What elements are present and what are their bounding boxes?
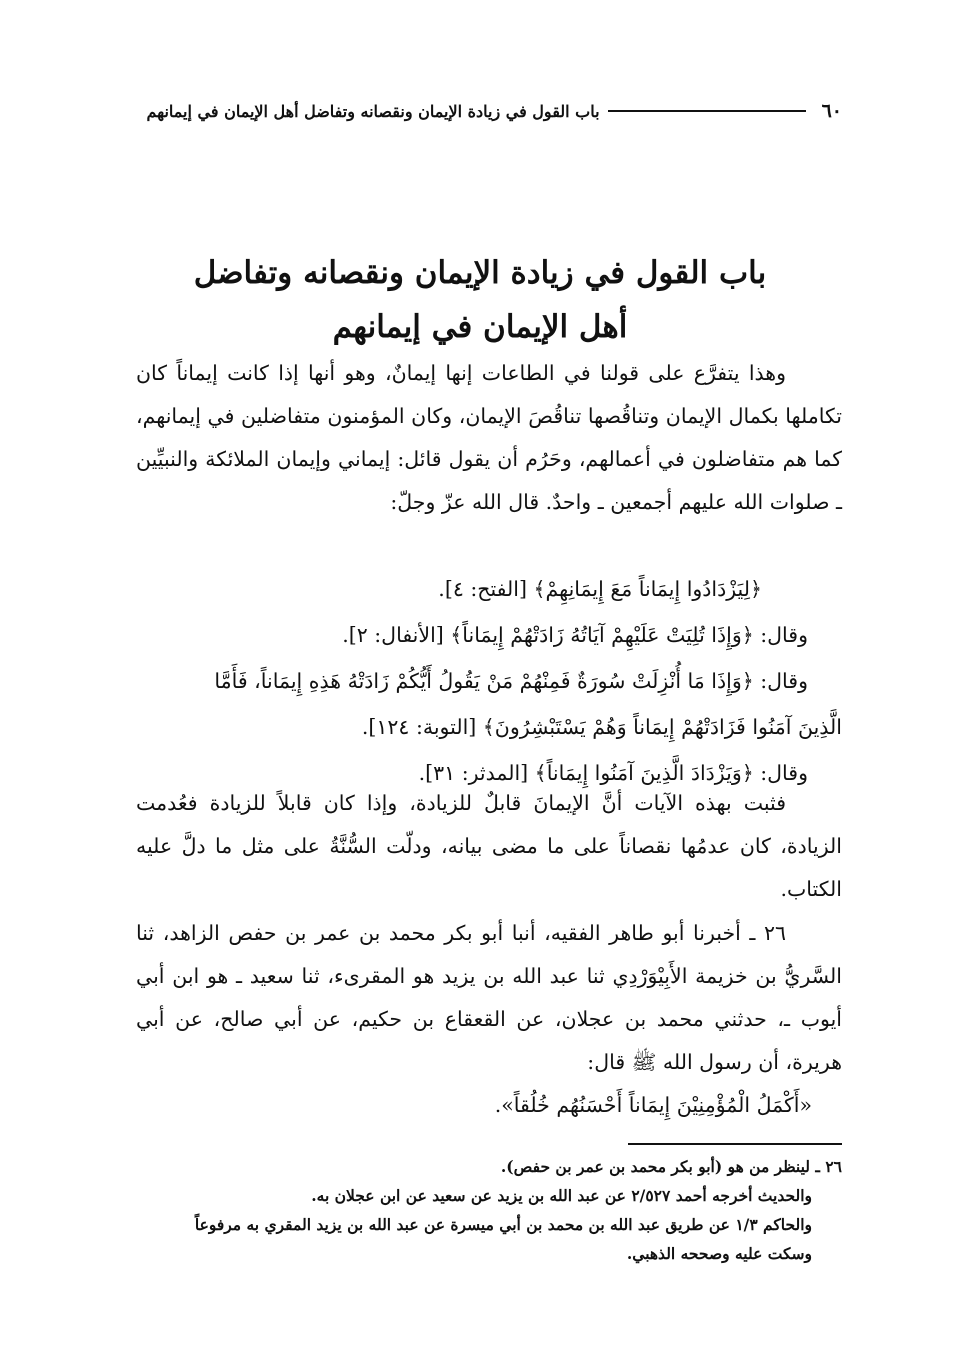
intro-paragraph: وهذا يتفرَّع على قولنا في الطاعات إنها إيمانٌ، وهو أنها إذا كانت إيماناً كان تكاملها بكمال الإيمان وتناقُصها تناقُصَ الإيمان، وكان المؤمنون متفاضلين في إيمانهم، كما هم متفاضلون في أعمالهم، وحَرُم أن يقول قائل: إيماني وإيمان الملائكة والنبيِّين ـ صلوات الله عليهم أجمعين ـ واحدٌ. قال الله عزّ وجلّ: <box>136 361 842 514</box>
footnotes <box>130 1152 842 1268</box>
hadith-section <box>136 912 842 1127</box>
conclusion-paragraph: فثبت بهذه الآيات أنَّ الإيمانَ قابلٌ للزيادة، وإذا كان قابلاً للزيادة فعُدمت الزيادة، كان عدمُها نقصاناً على ما مضى بيانه، ودلّت السُّنَّةُ على مثل ما دلَّ عليه الكتاب. <box>136 791 842 901</box>
chapter-title-line-2: أهل الإيمان في إيمانهم <box>332 309 628 345</box>
hadith-isnad: ٢٦ ـ أخبرنا أبو طاهر الفقيه، أنبا أبو بكر محمد بن عمر بن حفص الزاهد، ثنا السَّريُّ بن خزيمة الأَبِيْوَرْدِي ثنا عبد الله بن يزيد هو المقرىء، ثنا سعيد ـ هو ابن أبي أيوب ـ، حدثني محمد بن عجلان، عن القعقاع بن حكيم، عن أبي صالح، عن أبي هريرة، أن رسول الله ﷺ قال: <box>136 921 842 1074</box>
footnote-rule <box>628 1143 842 1145</box>
footnote-line-1: ٢٦ ـ لينظر من هو (أبو بكر محمد بن عمر بن حفص). <box>500 1157 842 1176</box>
conclusion-section <box>136 782 842 911</box>
footnote-line-3: والحاكم ١/٣ عن طريق عبد الله بن محمد بن أبي ميسرة عن عبد الله بن يزيد المقري به مرفوعاً <box>194 1215 812 1234</box>
chapter-title <box>130 246 830 354</box>
chapter-title-line-1: باب القول في زيادة الإيمان ونقصانه وتفاضل <box>193 255 767 291</box>
page-number: ٦٠ <box>821 100 842 122</box>
verses-section <box>136 566 842 796</box>
intro-section <box>136 352 842 524</box>
hadith-matn: «أَكْمَلُ الْمُؤْمِنِيْنَ إِيمَاناً أَحْسَنُهُم خُلُقاً». <box>494 1093 812 1117</box>
running-header-title: باب القول في زيادة الإيمان ونقصانه وتفاضل أهل الإيمان في إيمانهم <box>146 101 600 121</box>
footnote-line-2: والحديث أخرجه أحمد ٢/٥٢٧ عن عبد الله بن يزيد عن سعيد عن ابن عجلان به. <box>311 1186 812 1205</box>
verse-muddaththir: وقال: ﴿وَيَزْدَادَ الَّذِينَ آمَنُوا إِيمَاناً﴾ [المدثر: ٣١]. <box>418 761 808 785</box>
verse-anfal: وقال: ﴿وَإِذَا تُلِيَتْ عَلَيْهِمْ آيَاتُهُ زَادَتْهُمْ إِيمَاناً﴾ [الأنفال: ٢]. <box>342 623 808 647</box>
verse-tawba-part-2: الَّذِينَ آمَنُوا فَزَادَتْهُمْ إِيمَاناً وَهُمْ يَسْتَبْشِرُونَ﴾ [التوبة: ١٢٤]. <box>361 715 842 739</box>
verse-tawba-part-1: وقال: ﴿وَإِذَا مَا أُنْزِلَتْ سُورَةٌ فَمِنْهُمْ مَنْ يَقُولُ أَيُّكُمْ زَادَتْهُ هَذِهِ إِيمَاناً، فَأَمَّا <box>214 669 808 693</box>
running-header <box>126 96 842 126</box>
verse-fath: ﴿لِيَزْدَادُوا إِيمَاناً مَعَ إِيمَانِهِمْ﴾ [الفتح: ٤]. <box>438 577 762 601</box>
header-rule <box>608 110 806 112</box>
footnote-line-4: وسكت عليه وصححه الذهبي. <box>626 1244 812 1263</box>
